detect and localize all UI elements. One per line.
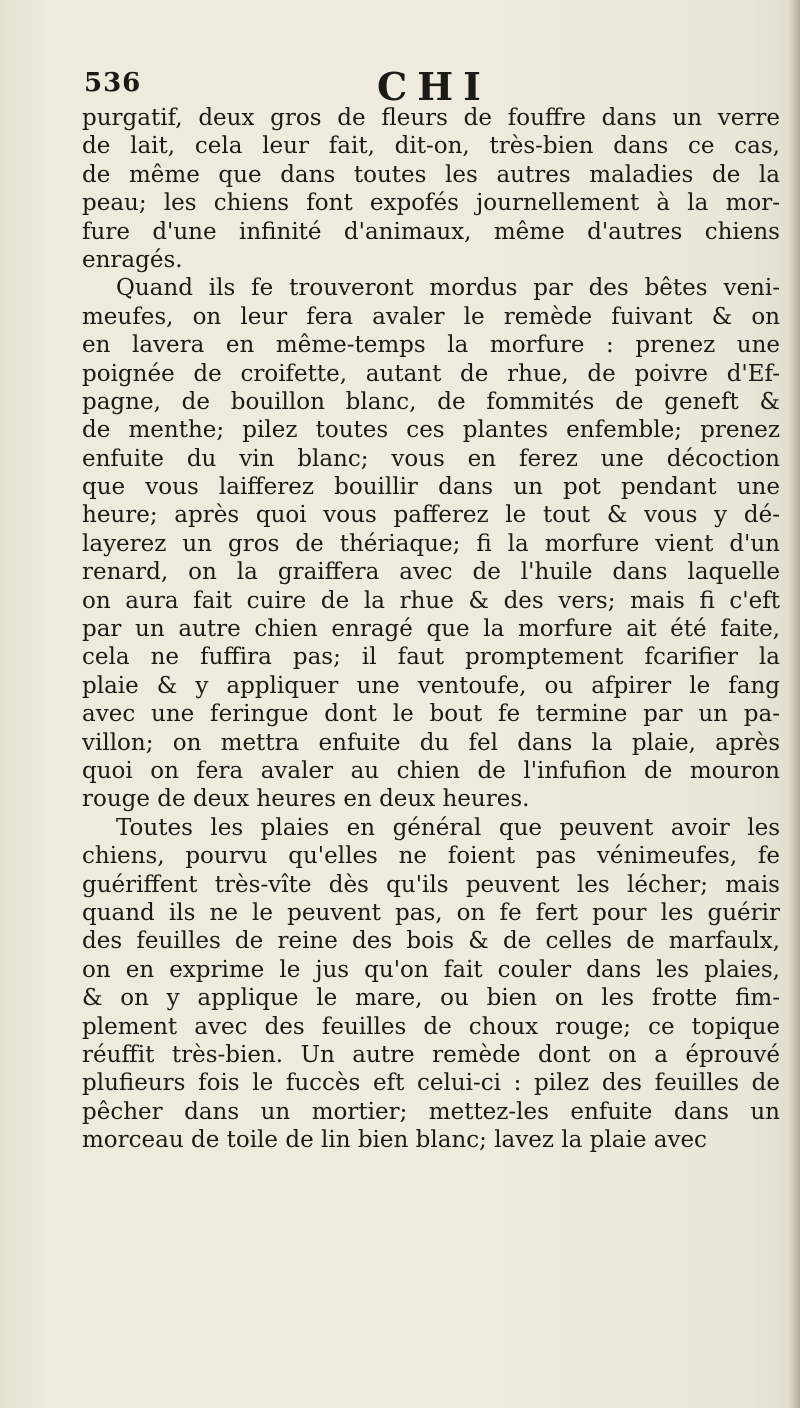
paragraph xyxy=(82,274,780,813)
text-line: poignée de croifette, autant de rhue, de poivre d'Ef- xyxy=(82,360,780,387)
text-line: de menthe; pilez toutes ces plantes enfemble; prenez xyxy=(82,417,780,444)
text-line: purgatif, deux gros de fleurs de fouffre dans un verre xyxy=(82,105,780,131)
text-line: rouge de deux heures en deux heures. xyxy=(82,786,530,813)
paragraph xyxy=(82,814,780,1155)
text-line: de même que dans toutes les autres maladies de la xyxy=(82,161,780,188)
body-text xyxy=(82,104,780,1154)
text-line: on aura fait cuire de la rhue & des vers; mais fi c'eft xyxy=(82,587,780,614)
text-line: quand ils ne le peuvent pas, on fe fert pour les guérir xyxy=(82,899,780,926)
text-line: cela ne fuffira pas; il faut promptement fcarifier la xyxy=(82,644,780,671)
text-line: réuffit très-bien. Un autre remède dont on a éprouvé xyxy=(82,1041,780,1068)
text-line: quoi on fera avaler au chien de l'infufion de mouron xyxy=(82,757,780,784)
text-line: plaie & y appliquer une ventoufe, ou afpirer le fang xyxy=(82,672,780,699)
text-line: plement avec des feuilles de choux rouge; ce topique xyxy=(82,1013,780,1040)
text-line: on en exprime le jus qu'on fait couler dans les plaies, xyxy=(82,956,780,983)
text-line: par un autre chien enragé que la morfure ait été faite, xyxy=(82,616,780,643)
text-line: morceau de toile de lin bien blanc; lavez la plaie avec xyxy=(82,1127,707,1154)
text-line: heure; après quoi vous pafferez le tout & vous y dé- xyxy=(82,502,780,529)
text-line: enfuite du vin blanc; vous en ferez une décoction xyxy=(82,445,780,472)
text-line: plufieurs fois le fuccès eft celui-ci : pilez des feuilles de xyxy=(82,1070,780,1097)
text-line: chiens, pourvu qu'elles ne foient pas vénimeufes, fe xyxy=(82,843,780,870)
running-head: CHI xyxy=(377,64,491,109)
text-line: Toutes les plaies en général que peuvent avoir les xyxy=(116,814,780,841)
text-line: pêcher dans un mortier; mettez-les enfuite dans un xyxy=(82,1098,780,1125)
text-line: renard, on la graiffera avec de l'huile dans laquelle xyxy=(82,559,780,586)
text-line: avec une feringue dont le bout fe termine par un pa- xyxy=(82,701,780,728)
text-line: pagne, de bouillon blanc, de fommités de geneft & xyxy=(82,388,780,415)
text-line: des feuilles de reine des bois & de celles de marfaulx, xyxy=(82,928,780,955)
text-line: que vous laifferez bouillir dans un pot pendant une xyxy=(82,474,780,501)
text-line: de lait, cela leur fait, dit-on, très-bien dans ce cas, xyxy=(82,133,780,160)
text-line: enragés. xyxy=(82,246,183,273)
text-line: guériffent très-vîte dès qu'ils peuvent les lécher; mais xyxy=(82,871,780,898)
text-line: layerez un gros de thériaque; fi la morfure vient d'un xyxy=(82,530,780,557)
page-number: 536 xyxy=(84,68,142,98)
page-edge-shadow xyxy=(788,0,800,1408)
text-line: meufes, on leur fera avaler le remède fuivant & on xyxy=(82,303,780,330)
text-line: villon; on mettra enfuite du fel dans la plaie, après xyxy=(82,729,780,756)
text-line: peau; les chiens font expofés journellement à la mor- xyxy=(82,190,780,217)
text-line: fure d'une infinité d'animaux, même d'autres chiens xyxy=(82,218,780,245)
paragraph xyxy=(82,104,780,274)
text-line: en lavera en même-temps la morfure : prenez une xyxy=(82,332,780,359)
text-line: Quand ils fe trouveront mordus par des bêtes veni- xyxy=(116,275,780,302)
text-line: & on y applique le mare, ou bien on les frotte fim- xyxy=(82,985,780,1012)
